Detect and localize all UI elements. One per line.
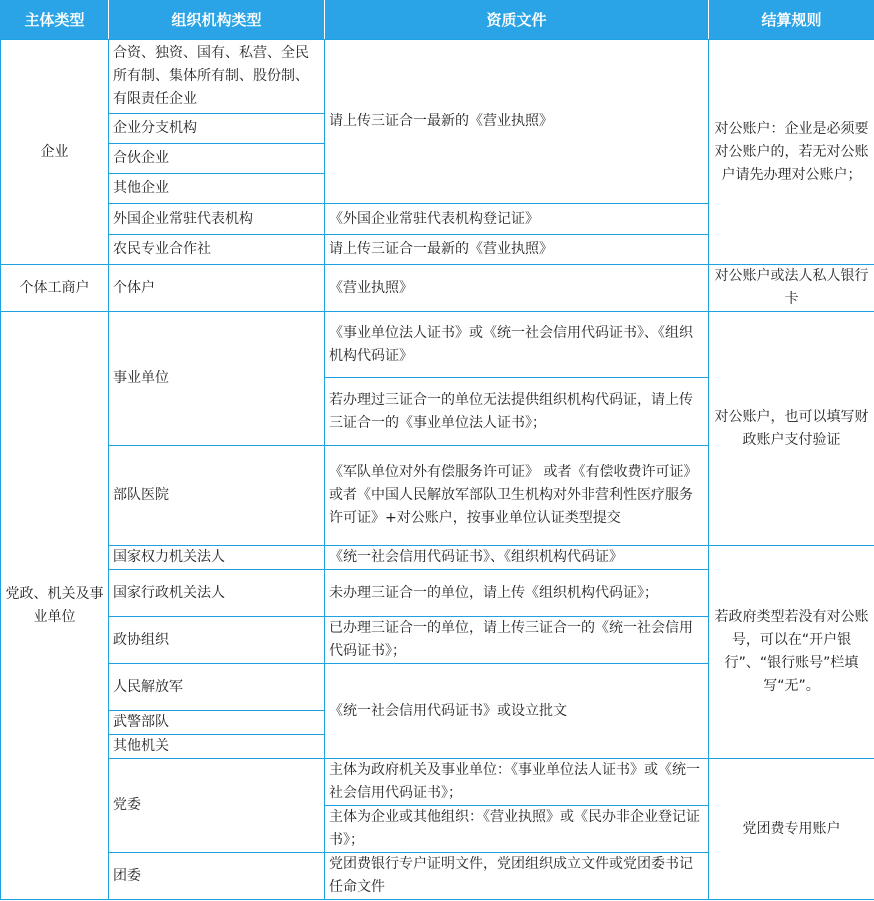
org-admin: 国家行政机关法人 [109,570,325,617]
org-hospital: 部队医院 [109,446,325,546]
header-org-type: 组织机构类型 [109,1,325,40]
doc-military: 《统一社会信用代码证书》或设立批文 [325,664,709,759]
table-row [1,546,874,570]
org-foreign-rep: 外国企业常驻代表机构 [109,204,325,235]
org-partnership: 合伙企业 [109,144,325,174]
rule-enterprise: 对公账户：企业是必须要对公账户的，若无对公账户请先办理对公账户； [709,40,874,265]
subject-individual: 个体工商户 [1,265,109,312]
table-row [1,312,874,378]
org-power: 国家权力机关法人 [109,546,325,570]
org-league: 团委 [109,853,325,900]
rule-individual: 对公账户或法人私人银行卡 [709,265,874,312]
doc-power: 《统一社会信用代码证书》、《组织机构代码证》 [325,546,709,570]
doc-party-1: 主体为政府机关及事业单位：《事业单位法人证书》或《统一社会信用代码证书》； [325,759,709,806]
doc-cppcc: 已办理三证合一的单位，请上传三证合一的《统一社会信用代码证书》； [325,617,709,664]
doc-individual: 《营业执照》 [325,265,709,312]
rule-institution: 对公账户，也可以填写财政账户支付验证 [709,312,874,546]
table-row [1,265,874,312]
org-jointventure: 合资、独资、国有、私营、全民所有制、集体所有制、股份制、有限责任企业 [109,40,325,114]
header-subject-type: 主体类型 [1,1,109,40]
doc-league: 党团费银行专户证明文件，党团组织成立文件或党团委书记任命文件 [325,853,709,900]
doc-institution-2: 若办理过三证合一的单位无法提供组织机构代码证，请上传三证合一的《事业单位法人证书》； [325,378,709,446]
doc-party-2: 主体为企业或其他组织：《营业执照》或《民办非企业登记证书》； [325,806,709,853]
org-party: 党委 [109,759,325,853]
rule-government: 若政府类型若没有对公账号，可以在“开户银行”、“银行账号”栏填写“无”。 [709,546,874,759]
header-settlement-rule: 结算规则 [709,1,874,40]
table-row [1,40,874,114]
doc-coop: 请上传三证合一最新的《营业执照》 [325,235,709,265]
doc-institution-1: 《事业单位法人证书》或《统一社会信用代码证书》、《组织机构代码证》 [325,312,709,378]
org-other-enterprise: 其他企业 [109,174,325,204]
org-branch: 企业分支机构 [109,114,325,144]
org-police: 武警部队 [109,711,325,735]
doc-admin: 未办理三证合一的单位，请上传《组织机构代码证》； [325,570,709,617]
doc-hospital: 《军队单位对外有偿服务许可证》 或者《有偿收费许可证》或者《中国人民解放军部队卫生机构对外非营利性医疗服务许可证》+对公账户，按事业单位认证类型提交 [325,446,709,546]
rule-party: 党团费专用账户 [709,759,874,900]
org-individual: 个体户 [109,265,325,312]
table-row [1,759,874,806]
subject-enterprise: 企业 [1,40,109,265]
org-institution: 事业单位 [109,312,325,446]
subject-government: 党政、机关及事业单位 [1,312,109,900]
doc-foreign-rep: 《外国企业常驻代表机构登记证》 [325,204,709,235]
org-cppcc: 政协组织 [109,617,325,664]
org-pla: 人民解放军 [109,664,325,711]
header-documents: 资质文件 [325,1,709,40]
org-coop: 农民专业合作社 [109,235,325,265]
doc-license: 请上传三证合一最新的《营业执照》 [325,40,709,204]
header-row [1,1,874,40]
org-other-gov: 其他机关 [109,735,325,759]
